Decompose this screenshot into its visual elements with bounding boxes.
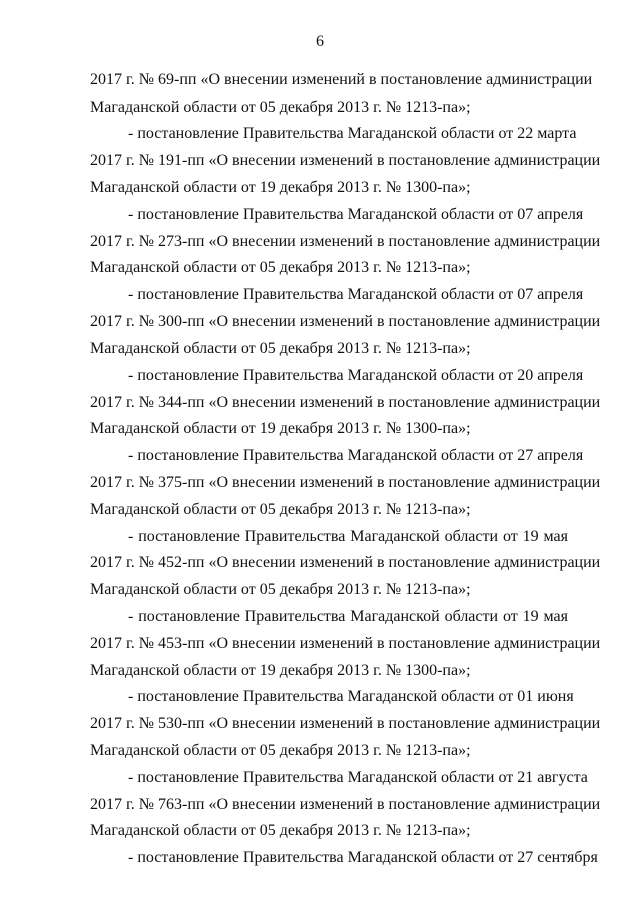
text-line: - постановление Правительства Магаданской области от 22 марта <box>128 125 577 142</box>
text-line: 2017 г. № 453-пп «О внесении изменений в постановление администрации <box>90 635 601 652</box>
text-line: 2017 г. № 530-пп «О внесении изменений в постановление администрации <box>90 715 601 732</box>
text-line: Магаданской области от 19 декабря 2013 г. № 1300-па»; <box>90 179 471 196</box>
text-line: - постановление Правительства Магаданской области от 27 сентября <box>128 849 598 866</box>
page-number: 6 <box>316 33 324 50</box>
text-line: - постановление Правительства Магаданской области от 21 августа <box>128 769 588 786</box>
text-line: Магаданской области от 05 декабря 2013 г. № 1213-па»; <box>90 340 471 357</box>
text-line: - постановление Правительства Магаданской области от 20 апреля <box>128 367 584 384</box>
text-line: - постановление Правительства Магаданской области от 19 мая <box>128 608 568 625</box>
text-line: - постановление Правительства Магаданской области от 01 июня <box>128 688 574 705</box>
text-line: 2017 г. № 300-пп «О внесении изменений в постановление администрации <box>90 313 601 330</box>
text-line: - постановление Правительства Магаданской области от 07 апреля <box>128 206 584 223</box>
text-line: Магаданской области от 19 декабря 2013 г. № 1300-па»; <box>90 420 471 437</box>
text-line: 2017 г. № 763-пп «О внесении изменений в постановление администрации <box>90 796 601 813</box>
text-line: - постановление Правительства Магаданской области от 27 апреля <box>128 447 584 464</box>
text-line: Магаданской области от 05 декабря 2013 г. № 1213-па»; <box>90 581 471 598</box>
text-line: Магаданской области от 05 декабря 2013 г. № 1213-па»; <box>90 99 471 116</box>
text-line: Магаданской области от 05 декабря 2013 г. № 1213-па»; <box>90 822 471 839</box>
text-line: Магаданской области от 19 декабря 2013 г. № 1300-па»; <box>90 662 471 679</box>
text-line: 2017 г. № 191-пп «О внесении изменений в постановление администрации <box>90 152 601 169</box>
text-line: Магаданской области от 05 декабря 2013 г. № 1213-па»; <box>90 501 471 518</box>
text-line: 2017 г. № 69-пп «О внесении изменений в постановление администрации <box>90 71 593 88</box>
text-line: - постановление Правительства Магаданской области от 07 апреля <box>128 286 584 303</box>
text-line: 2017 г. № 344-пп «О внесении изменений в постановление администрации <box>90 394 601 411</box>
text-line: 2017 г. № 452-пп «О внесении изменений в постановление администрации <box>90 554 601 571</box>
text-line: Магаданской области от 05 декабря 2013 г. № 1213-па»; <box>90 742 471 759</box>
text-line: - постановление Правительства Магаданской области от 19 мая <box>128 528 568 545</box>
text-line: Магаданской области от 05 декабря 2013 г. № 1213-па»; <box>90 259 471 276</box>
text-line: 2017 г. № 375-пп «О внесении изменений в постановление администрации <box>90 474 601 491</box>
text-line: 2017 г. № 273-пп «О внесении изменений в постановление администрации <box>90 233 601 250</box>
